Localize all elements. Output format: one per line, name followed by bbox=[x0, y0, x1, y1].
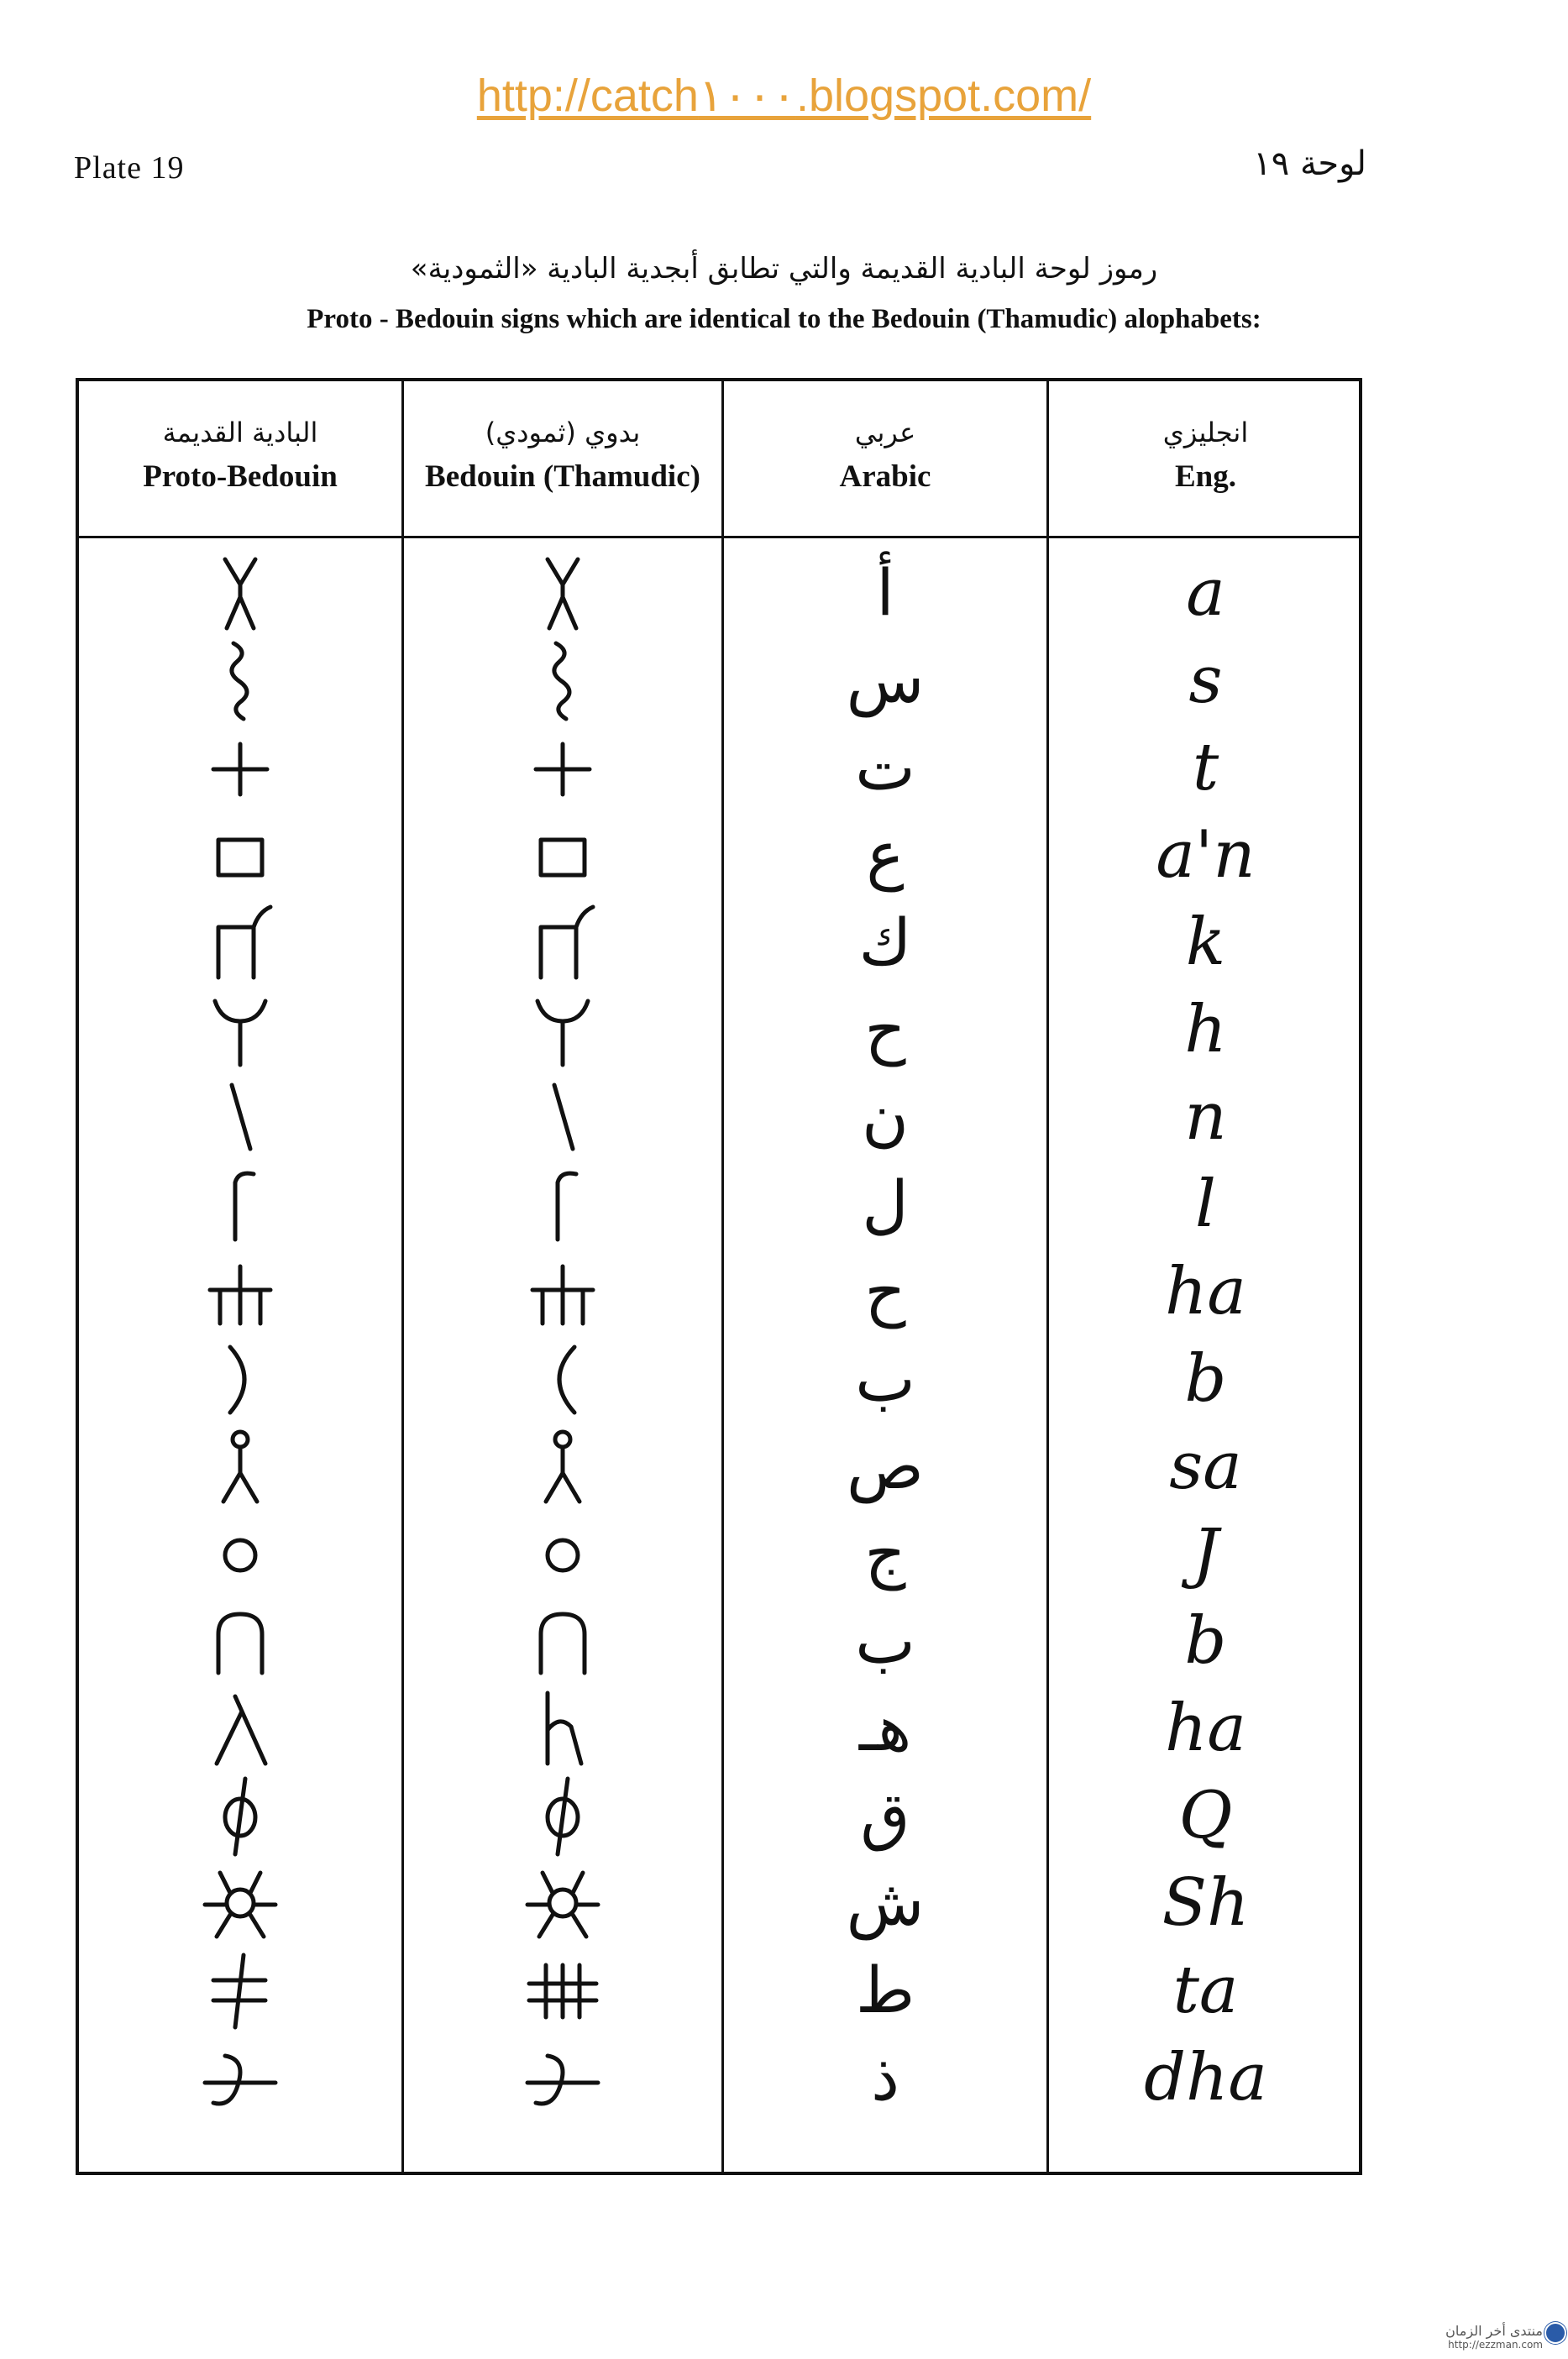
proto-bedouin-sign-cell bbox=[79, 1423, 401, 1510]
arabic-letter-cell bbox=[724, 549, 1046, 637]
proto-bedouin-sign-cell bbox=[79, 1510, 401, 1597]
english-letter: Q bbox=[1178, 1778, 1233, 1853]
arabic-letter: ع bbox=[866, 817, 905, 892]
wavy-line-glyph-icon bbox=[198, 638, 282, 722]
arabic-letter-cell bbox=[724, 1161, 1046, 1248]
english-letter: J bbox=[1192, 1516, 1219, 1591]
english-letter: Sh bbox=[1162, 1865, 1250, 1941]
thamudic-sign-cell bbox=[404, 549, 721, 637]
arabic-letter-cell bbox=[724, 2034, 1046, 2121]
english-letter: a'n bbox=[1156, 817, 1256, 893]
square-glyph-icon bbox=[521, 813, 605, 897]
thamudic-sign-cell bbox=[404, 1335, 721, 1423]
arabic-letter: ق bbox=[860, 1778, 910, 1853]
proto-bedouin-sign-cell bbox=[79, 1161, 401, 1248]
english-letter: n bbox=[1184, 1079, 1227, 1155]
english-letter-cell bbox=[1049, 1510, 1362, 1597]
arabic-letter-cell bbox=[724, 1248, 1046, 1335]
arabic-column bbox=[724, 549, 1046, 2145]
figure-glyph-icon bbox=[521, 1424, 605, 1508]
slash-glyph-icon bbox=[198, 1075, 282, 1159]
double-cross-glyph-icon bbox=[198, 1948, 282, 2032]
english-letter: dha bbox=[1144, 2040, 1267, 2115]
proto-bedouin-sign-cell bbox=[79, 1772, 401, 1859]
english-letter-cell bbox=[1049, 811, 1362, 899]
arch-glyph-icon bbox=[198, 1599, 282, 1683]
proto-bedouin-sign-cell bbox=[79, 1248, 401, 1335]
plus-glyph-icon bbox=[198, 726, 282, 810]
plus-glyph-icon bbox=[521, 726, 605, 810]
lambda-glyph-icon bbox=[198, 1686, 282, 1770]
english-letter-cell bbox=[1049, 1335, 1362, 1423]
figure-glyph-icon bbox=[198, 1424, 282, 1508]
phi-glyph-icon bbox=[521, 1774, 605, 1858]
arabic-letter: أ bbox=[876, 555, 894, 630]
english-letter-cell bbox=[1049, 1073, 1362, 1161]
thamudic-sign-cell bbox=[404, 1947, 721, 2034]
circle-glyph-icon bbox=[521, 1512, 605, 1596]
proto-bedouin-sign-cell bbox=[79, 1597, 401, 1685]
english-letter-cell bbox=[1049, 1772, 1362, 1859]
proto-bedouin-sign-cell bbox=[79, 899, 401, 986]
english-letter-cell bbox=[1049, 986, 1362, 1073]
h-glyph-icon bbox=[521, 1686, 605, 1770]
arabic-letter: ح bbox=[864, 992, 906, 1067]
arabic-letter: ش bbox=[846, 1865, 925, 1940]
proto-bedouin-sign-cell bbox=[79, 637, 401, 724]
english-letter-cell bbox=[1049, 724, 1362, 811]
english-letter-cell bbox=[1049, 1248, 1362, 1335]
english-letter-cell bbox=[1049, 1859, 1362, 1947]
arabic-letter: ط bbox=[855, 1953, 915, 2027]
thamudic-sign-cell bbox=[404, 899, 721, 986]
thamudic-sign-cell bbox=[404, 2034, 721, 2121]
english-letter: h bbox=[1184, 992, 1227, 1067]
gate-hook-glyph-icon bbox=[521, 900, 605, 984]
proto-bedouin-sign-cell bbox=[79, 1859, 401, 1947]
arabic-letter-cell bbox=[724, 899, 1046, 986]
english-letter-cell bbox=[1049, 1597, 1362, 1685]
english-letter-cell bbox=[1049, 1685, 1362, 1772]
sun-glyph-icon bbox=[198, 1861, 282, 1945]
proto-bedouin-sign-cell bbox=[79, 1947, 401, 2034]
thamudic-sign-cell bbox=[404, 1685, 721, 1772]
page-title-ar: رموز لوحة البادية القديمة والتي تطابق أبجدية البادية «الثمودية» bbox=[410, 252, 1158, 286]
english-letter: ta bbox=[1172, 1953, 1239, 2028]
forum-watermark bbox=[1445, 2323, 1543, 2351]
square-glyph-icon bbox=[198, 813, 282, 897]
column-header-ar: البادية القديمة bbox=[162, 417, 318, 448]
forum-logo-icon bbox=[1544, 2322, 1566, 2344]
thamudic-sign-cell bbox=[404, 1423, 721, 1510]
thamudic-sign-cell bbox=[404, 1772, 721, 1859]
alphabet-table bbox=[76, 378, 1362, 2175]
arabic-letter-cell bbox=[724, 1859, 1046, 1947]
english-letter: t bbox=[1192, 730, 1219, 805]
thamudic-sign-cell bbox=[404, 1161, 721, 1248]
column-header-ar: عربي bbox=[854, 417, 916, 448]
fork-top-glyph-icon bbox=[198, 551, 282, 635]
arabic-letter: ب bbox=[855, 1603, 915, 1678]
proto-bedouin-sign-cell bbox=[79, 1073, 401, 1161]
arabic-letter: س bbox=[846, 642, 925, 717]
watermark-text: منتدى أخر الزمان bbox=[1445, 2323, 1543, 2339]
thamudic-sign-cell bbox=[404, 811, 721, 899]
column-header-en: Arabic bbox=[839, 459, 931, 494]
fork-top-glyph-icon bbox=[521, 551, 605, 635]
arabic-letter: ذ bbox=[871, 2040, 899, 2115]
watermark-url: http://ezzman.com bbox=[1448, 2339, 1543, 2351]
arabic-letter-cell bbox=[724, 1073, 1046, 1161]
arc-right-glyph-icon bbox=[198, 1337, 282, 1421]
proto-bedouin-sign-cell bbox=[79, 986, 401, 1073]
column-header-en: Bedouin (Thamudic) bbox=[425, 459, 700, 494]
thamudic-sign-cell bbox=[404, 986, 721, 1073]
trident-glyph-icon bbox=[198, 988, 282, 1072]
english-letter: l bbox=[1195, 1166, 1216, 1242]
arabic-letter: ل bbox=[862, 1166, 909, 1241]
plate-number-ar: لوحة ١٩ bbox=[1253, 144, 1366, 183]
arabic-letter: ت bbox=[855, 730, 915, 805]
slash-glyph-icon bbox=[521, 1075, 605, 1159]
thamudic-sign-cell bbox=[404, 1859, 721, 1947]
arabic-letter-cell bbox=[724, 1423, 1046, 1510]
proto-bedouin-sign-cell bbox=[79, 811, 401, 899]
arabic-letter: ك bbox=[858, 904, 912, 979]
header-divider bbox=[79, 536, 1359, 538]
arabic-letter-cell bbox=[724, 1947, 1046, 2034]
english-letter: sa bbox=[1169, 1429, 1242, 1504]
blog-url-link[interactable]: http://catch١٠٠٠.blogspot.com/ bbox=[476, 71, 1092, 121]
arch-glyph-icon bbox=[521, 1599, 605, 1683]
english-column bbox=[1049, 549, 1362, 2145]
column-header-arabic bbox=[724, 381, 1046, 536]
column-header-proto-bedouin bbox=[79, 381, 401, 536]
phi-glyph-icon bbox=[198, 1774, 282, 1858]
english-letter: ha bbox=[1165, 1254, 1246, 1329]
english-letter: b bbox=[1184, 1603, 1227, 1679]
hook-bar-glyph-icon bbox=[198, 2036, 282, 2120]
english-letter-cell bbox=[1049, 899, 1362, 986]
proto-bedouin-sign-cell bbox=[79, 549, 401, 637]
arabic-letter: ص bbox=[847, 1429, 924, 1503]
column-header-thamudic bbox=[404, 381, 721, 536]
column-header-ar: بدوي (ثمودي) bbox=[485, 417, 641, 448]
english-letter-cell bbox=[1049, 1423, 1362, 1510]
english-letter: a bbox=[1186, 555, 1225, 631]
proto-bedouin-sign-cell bbox=[79, 2034, 401, 2121]
proto-bedouin-column bbox=[79, 549, 401, 2145]
english-letter: s bbox=[1188, 642, 1223, 718]
arabic-letter-cell bbox=[724, 1510, 1046, 1597]
wavy-line-glyph-icon bbox=[521, 638, 605, 722]
arabic-letter-cell bbox=[724, 1685, 1046, 1772]
arc-left-glyph-icon bbox=[521, 1337, 605, 1421]
gate-hook-glyph-icon bbox=[198, 900, 282, 984]
comb-glyph-icon bbox=[198, 1250, 282, 1334]
proto-bedouin-sign-cell bbox=[79, 1685, 401, 1772]
thamudic-sign-cell bbox=[404, 637, 721, 724]
thamudic-sign-cell bbox=[404, 1510, 721, 1597]
proto-bedouin-sign-cell bbox=[79, 1335, 401, 1423]
arabic-letter-cell bbox=[724, 1335, 1046, 1423]
english-letter-cell bbox=[1049, 2034, 1362, 2121]
column-header-en: Proto-Bedouin bbox=[143, 459, 338, 494]
english-letter: b bbox=[1184, 1341, 1227, 1417]
plate-number-en: Plate 19 bbox=[74, 150, 185, 186]
english-letter-cell bbox=[1049, 637, 1362, 724]
english-letter-cell bbox=[1049, 1947, 1362, 2034]
circle-glyph-icon bbox=[198, 1512, 282, 1596]
thamudic-sign-cell bbox=[404, 1597, 721, 1685]
arabic-letter-cell bbox=[724, 637, 1046, 724]
sun-glyph-icon bbox=[521, 1861, 605, 1945]
english-letter: k bbox=[1185, 904, 1226, 980]
page-title-en: Proto - Bedouin signs which are identical to the Bedouin (Thamudic) alophabets: bbox=[307, 304, 1261, 334]
column-header-en: Eng. bbox=[1174, 459, 1236, 494]
thamudic-sign-cell bbox=[404, 1248, 721, 1335]
thamudic-sign-cell bbox=[404, 1073, 721, 1161]
triple-bar-glyph-icon bbox=[521, 1948, 605, 2032]
english-letter: ha bbox=[1165, 1691, 1246, 1766]
trident-glyph-icon bbox=[521, 988, 605, 1072]
hook-glyph-icon bbox=[198, 1162, 282, 1246]
arabic-letter-cell bbox=[724, 986, 1046, 1073]
proto-bedouin-sign-cell bbox=[79, 724, 401, 811]
thamudic-sign-cell bbox=[404, 724, 721, 811]
column-header-english bbox=[1049, 381, 1362, 536]
english-letter-cell bbox=[1049, 549, 1362, 637]
arabic-letter: ن bbox=[862, 1079, 909, 1154]
arabic-letter: ح bbox=[864, 1254, 906, 1329]
arabic-letter: هـ bbox=[858, 1691, 912, 1765]
hook-glyph-icon bbox=[521, 1162, 605, 1246]
arabic-letter-cell bbox=[724, 724, 1046, 811]
arabic-letter-cell bbox=[724, 1772, 1046, 1859]
english-letter-cell bbox=[1049, 1161, 1362, 1248]
arabic-letter: ب bbox=[855, 1341, 915, 1416]
hook-bar-glyph-icon bbox=[521, 2036, 605, 2120]
arabic-letter: ج bbox=[864, 1516, 906, 1591]
arabic-letter-cell bbox=[724, 1597, 1046, 1685]
thamudic-column bbox=[404, 549, 721, 2145]
column-header-ar: انجليزي bbox=[1162, 417, 1249, 448]
arabic-letter-cell bbox=[724, 811, 1046, 899]
comb-glyph-icon bbox=[521, 1250, 605, 1334]
